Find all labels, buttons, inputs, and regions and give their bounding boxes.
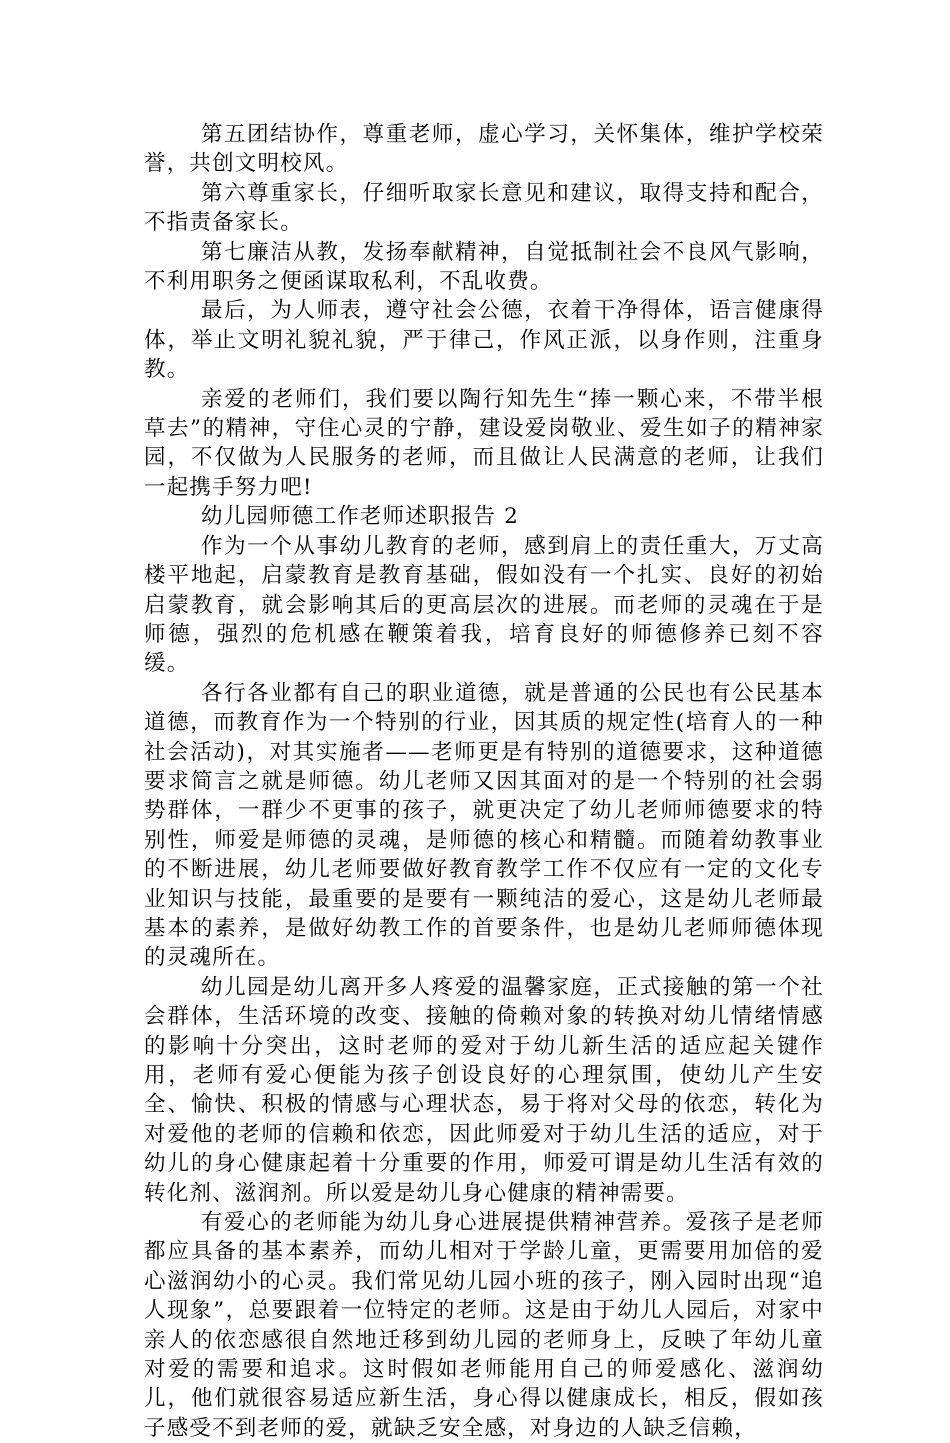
- paragraph-kindergarten: 幼儿园是幼儿离开多人疼爱的温馨家庭，正式接触的第一个社会群体，生活环境的改变、接触的倚赖对象的转换对幼儿情绪情感的影响十分突出，这时老师的爱对于幼儿新生活的适应起关键作用，老师有爱心便能为孩子创设良好的心理氛围，使幼儿产生安全、愉快、积极的情感与心理状态，易于将对父母的依恋，转化为对爱他的老师的信赖和依恋，因此师爱对于幼儿生活的适应，对于幼儿的身心健康起着十分重要的作用，师爱可谓是幼儿生活有效的转化剂、滋润剂。所以爱是幼儿身心健康的精神需要。: [144, 974, 824, 1206]
- paragraph-finally: 最后，为人师表，遵守社会公德，衣着干净得体，语言健康得体，举止文明礼貌礼貌，严于律己，作风正派，以身作则，注重身教。: [144, 298, 824, 383]
- paragraph-intro: 作为一个从事幼儿教育的老师，感到肩上的责任重大，万丈高楼平地起，启蒙教育是教育基础，假如没有一个扎实、良好的初始启蒙教育，就会影响其后的更高层次的进展。而老师的灵魂在于是师德，强烈的危机感在鞭策着我，培育良好的师德修养已刻不容缓。: [144, 533, 824, 677]
- paragraph-rule-6: 第六尊重家长，仔细听取家长意见和建议，取得支持和配合，不指责备家长。: [144, 180, 824, 236]
- paragraph-ethics: 各行各业都有自己的职业道德，就是普通的公民也有公民基本道德，而教育作为一个特别的行业，因其质的规定性(培育人的一种社会活动)，对其实施者——老师更是有特别的道德要求，这种道德要求简言之就是师德。幼儿老师又因其面对的是一个特别的社会弱势群体，一群少不更事的孩子，就更决定了幼儿老师师德要求的特别性，师爱是师德的灵魂，是师德的核心和精髓。而随着幼教事业的不断进展，幼儿老师要做好教育教学工作不仅应有一定的文化专业知识与技能，最重要的是要有一颗纯洁的爱心，这是幼儿老师最基本的素养，是做好幼教工作的首要条件，也是幼儿老师师德体现的灵魂所在。: [144, 680, 824, 971]
- paragraph-rule-5: 第五团结协作，尊重老师，虚心学习，关怀集体，维护学校荣誉，共创文明校风。: [144, 122, 824, 177]
- paragraph-loving-teacher: 有爱心的老师能为幼儿身心进展提供精神营养。爱孩子是老师都应具备的基本素养，而幼儿相对于学龄儿童，更需要用加倍的爱心滋润幼小的心灵。我们常见幼儿园小班的孩子，刚入园时出现“追人现象”，总要跟着一位特定的老师。这是由于幼儿人园后，对家中亲人的依恋感很自然地迁移到幼儿园的老师身上，反映了年幼儿童对爱的需要和追求。这时假如老师能用自己的师爱感化、滋润幼儿，他们就很容易适应新生活，身心得以健康成长，相反，假如孩子感受不到老师的爱，就缺乏安全感，对身边的人缺乏信赖，: [144, 1210, 824, 1441]
- paragraph-closing: 亲爱的老师们，我们要以陶行知先生“捧一颗心来，不带半根草去”的精神，守住心灵的宁静，建设爱岗敬业、爱生如子的精神家园，不仅做为人民服务的老师，而且做让人民满意的老师，让我们一起携手努力吧!: [144, 386, 824, 500]
- section-heading: 幼儿园师德工作老师述职报告 2: [201, 504, 520, 530]
- document-body: [144, 120, 824, 1443]
- paragraph-rule-7: 第七廉洁从教，发扬奉献精神，自觉抵制社会不良风气影响，不利用职务之便函谋取私利，不乱收费。: [144, 239, 824, 295]
